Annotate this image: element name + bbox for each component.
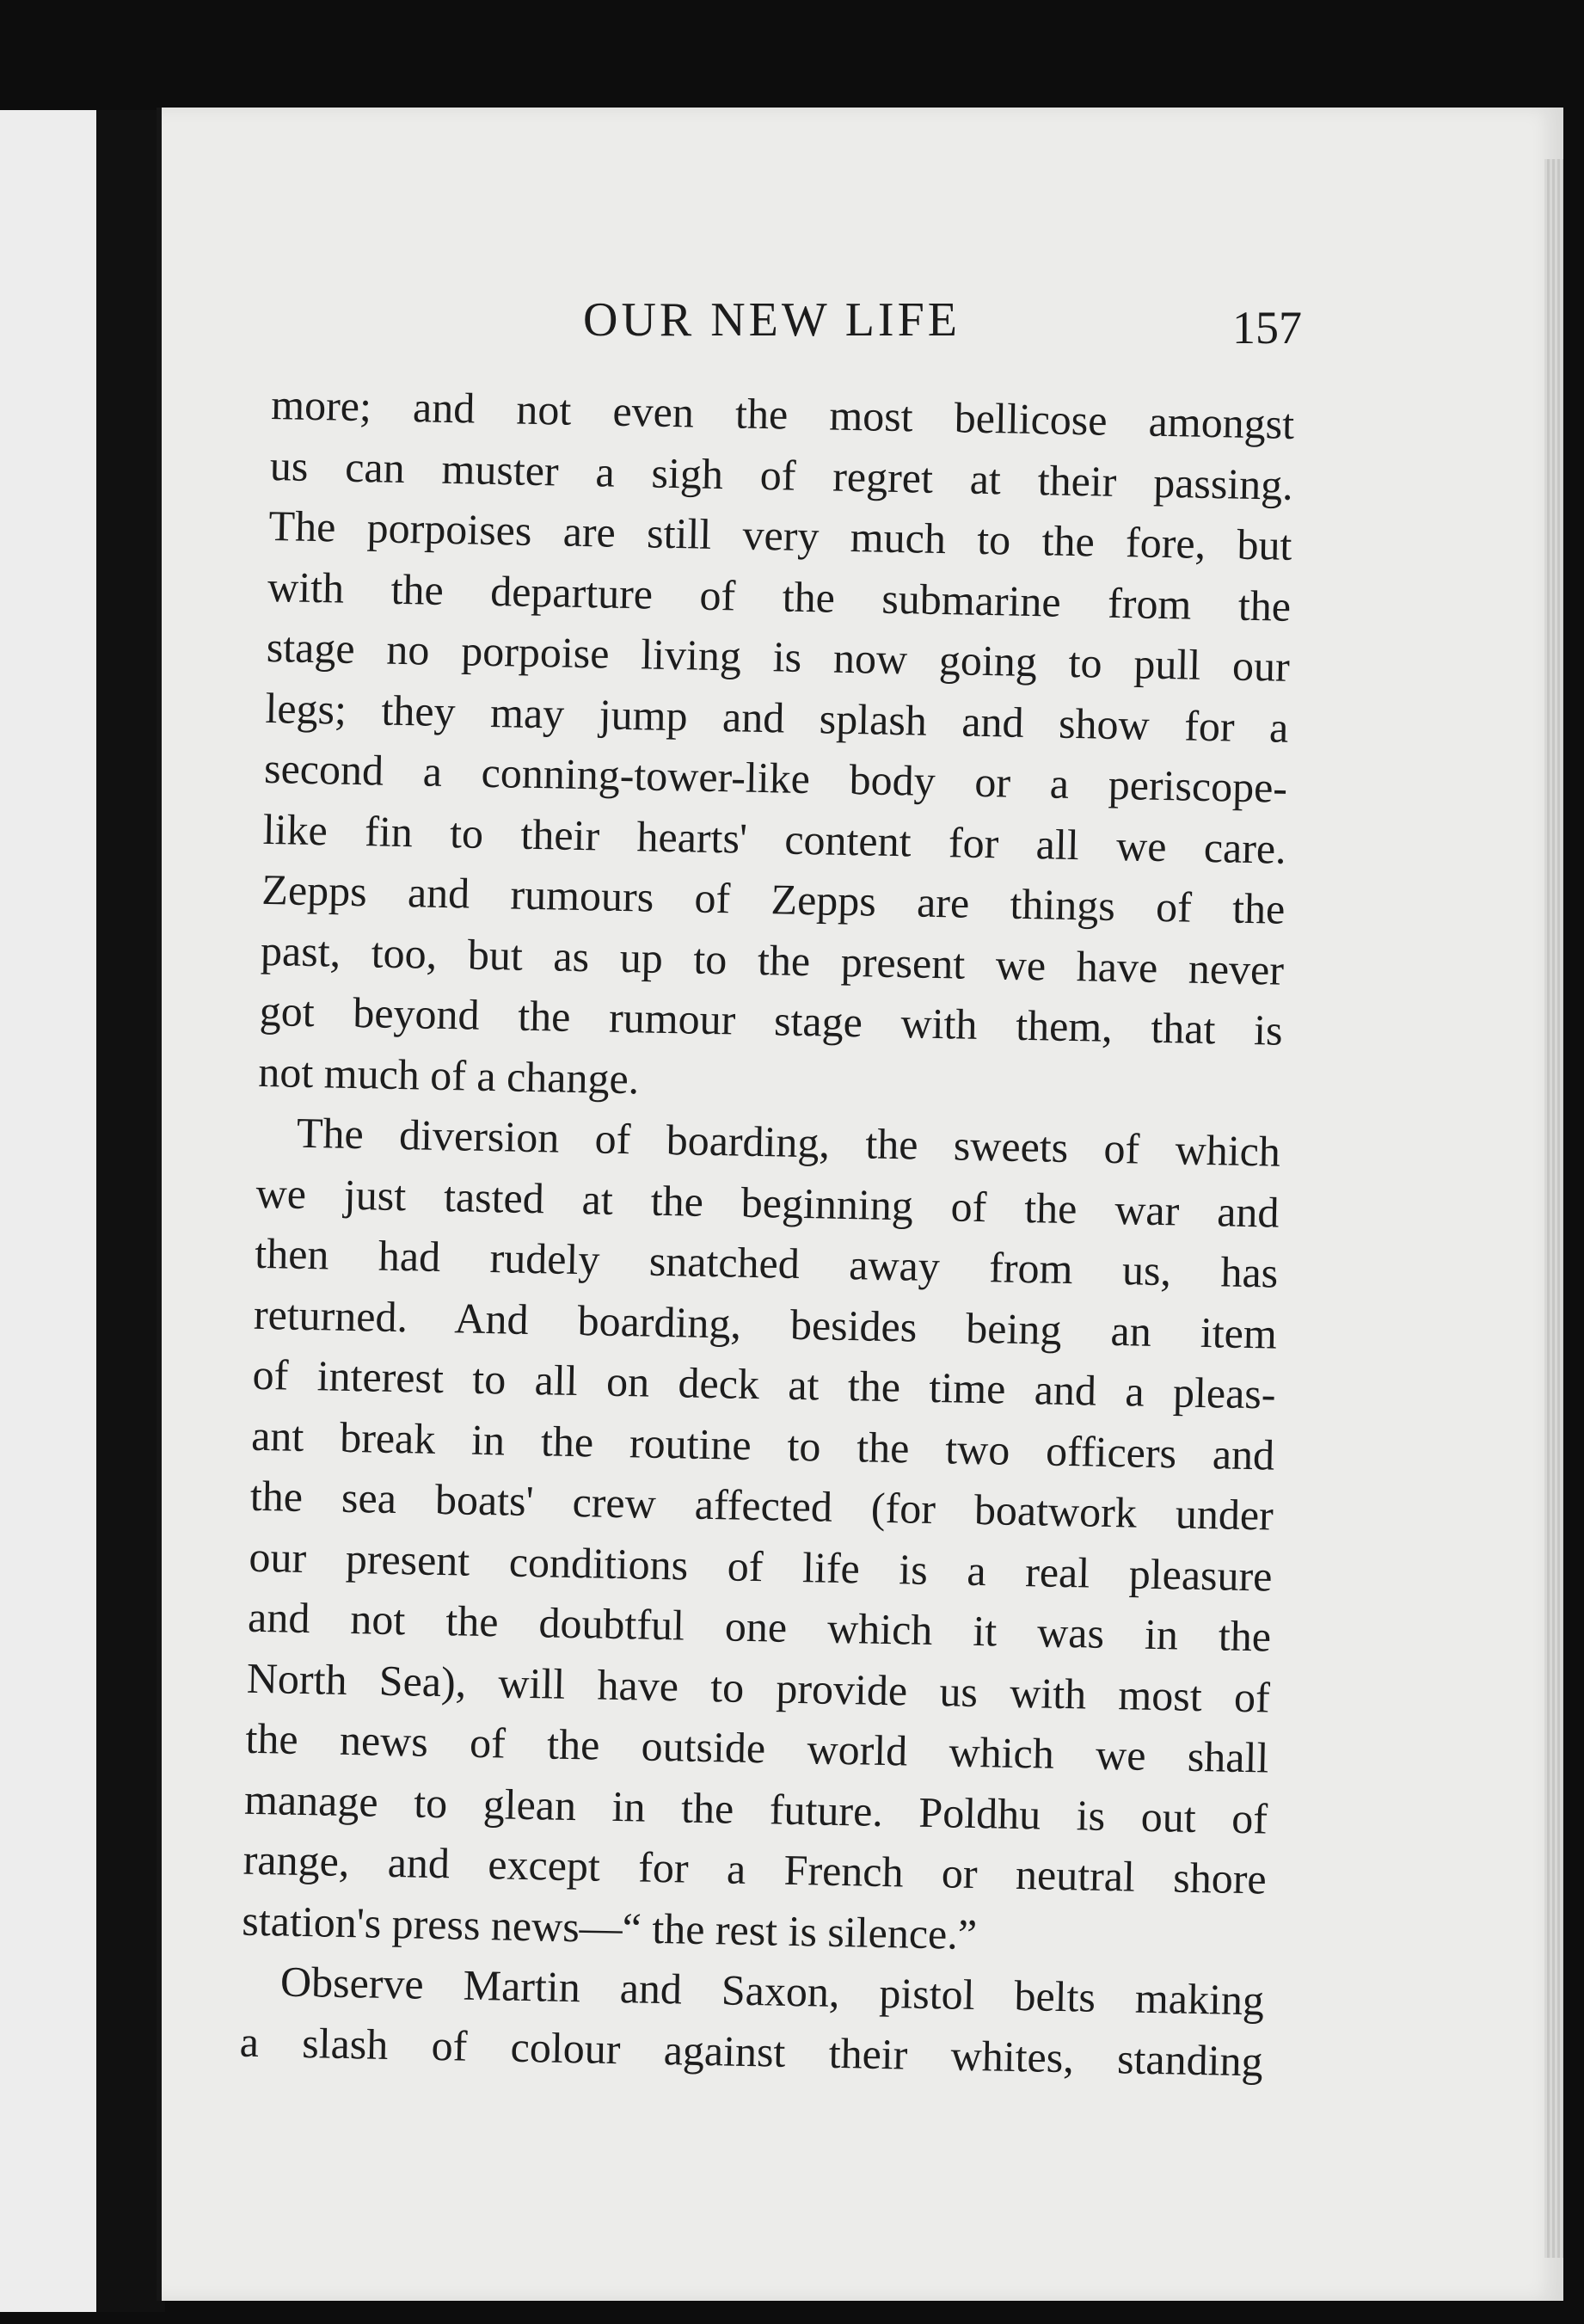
book-gutter: [96, 110, 165, 2312]
text-line: a slash of colour against their whites, standing: [239, 2017, 1264, 2085]
running-head: OUR NEW LIFE: [583, 293, 961, 347]
text-line: ant break in the routine to the two officers and: [250, 1411, 1275, 1479]
text-line: us can muster a sigh of regret at their passing.: [269, 440, 1294, 509]
text-line: The diversion of boarding, the sweets of which: [296, 1108, 1281, 1176]
text-line: like fin to their hearts' content for all we care.: [262, 804, 1287, 873]
book-page: [157, 108, 1563, 2301]
text-line: station's press news—“ the rest is silence.”: [241, 1896, 978, 1958]
text-line: second a conning-tower-like body or a periscope-: [263, 743, 1288, 812]
page-header: [162, 292, 1563, 370]
text-line: returned. And boarding, besides being an item: [253, 1289, 1278, 1358]
text-line: we just tasted at the beginning of the war and: [255, 1168, 1280, 1237]
page-number: 157: [1232, 302, 1302, 354]
text-line: the sea boats' crew affected (for boatwork under: [249, 1471, 1274, 1540]
text-line: not much of a change.: [257, 1047, 640, 1103]
paragraph: [242, 1102, 1281, 1970]
text-line: Zepps and rumours of Zepps are things of the: [261, 864, 1286, 933]
page-edge: [1544, 159, 1563, 2258]
text-line: got beyond the rumour stage with them, that is: [259, 986, 1284, 1054]
text-line: manage to glean in the future. Poldhu is out of: [243, 1774, 1268, 1843]
text-line: North Sea), will have to provide us with most of: [246, 1653, 1271, 1722]
text-line: with the departure of the submarine from the: [267, 562, 1292, 630]
text-line: range, and except for a French or neutral shore: [243, 1835, 1268, 1903]
text-line: more; and not even the most bellicose amongst: [270, 379, 1295, 448]
text-line: of interest to all on deck at the time and a pleas-: [252, 1350, 1276, 1418]
text-line: our present conditions of life is a real pleasure: [249, 1532, 1273, 1601]
text-line: The porpoises are still very much to the fore, but: [268, 501, 1292, 569]
paragraph: [239, 1951, 1264, 2092]
text-line: the news of the outside world which we shall: [245, 1713, 1269, 1782]
paragraph: [258, 374, 1295, 1122]
body-text: [239, 374, 1295, 2091]
text-line: then had rudely snatched away from us, has: [254, 1228, 1279, 1297]
text-line: legs; they may jump and splash and show for a: [265, 683, 1289, 752]
text-line: stage no porpoise living is now going to pull our: [266, 622, 1291, 691]
text-line: past, too, but as up to the present we have never: [260, 925, 1285, 994]
text-line: Observe Martin and Saxon, pistol belts making: [279, 1957, 1265, 2025]
text-line: and not the doubtful one which it was in the: [247, 1592, 1272, 1661]
